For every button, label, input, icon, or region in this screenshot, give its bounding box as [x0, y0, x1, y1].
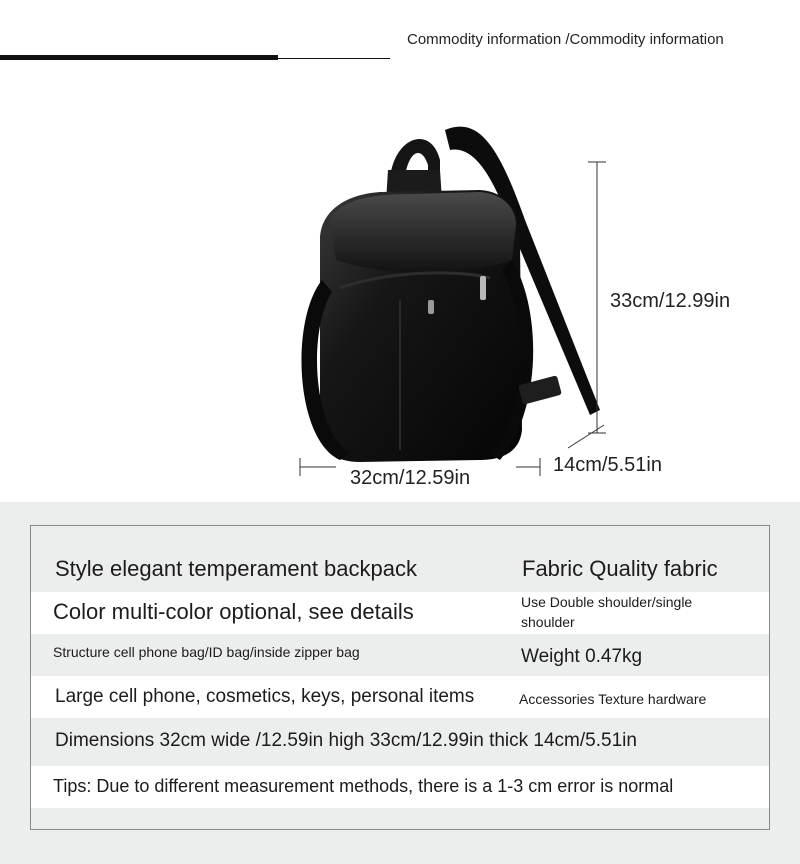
spec-row-capacity: [31, 676, 769, 718]
header-divider-thick: [0, 55, 278, 60]
height-dimension-label: 33cm/12.99in: [610, 290, 731, 312]
spec-use-line1: Use Double shoulder/single: [521, 594, 693, 610]
product-image-area: [0, 80, 800, 500]
header-divider-thin: [278, 58, 390, 59]
spec-row-structure: [31, 634, 769, 676]
spec-color: Color multi-color optional, see details: [53, 599, 414, 624]
spec-style: Style elegant temperament backpack: [55, 556, 417, 581]
spec-structure: Structure cell phone bag/ID bag/inside zipper bag: [53, 644, 360, 660]
spec-table: [30, 525, 770, 830]
width-dimension-label: 32cm/12.59in: [350, 467, 471, 489]
spec-fabric: Fabric Quality fabric: [522, 556, 718, 581]
depth-dimension-label: 14cm/5.51in: [553, 454, 662, 476]
spec-capacity: Large cell phone, cosmetics, keys, personal items: [55, 686, 475, 707]
spec-row-dimensions: [31, 722, 769, 762]
spec-weight: Weight 0.47kg: [521, 646, 643, 667]
spec-row-style: [31, 548, 769, 592]
spec-dimensions: Dimensions 32cm wide /12.59in high 33cm/12.99in thick 14cm/5.51in: [55, 730, 637, 751]
spec-row-color: [31, 592, 769, 634]
header-title: Commodity information /Commodity information: [407, 31, 724, 48]
header: [0, 0, 800, 80]
spec-row-tips: [31, 766, 769, 808]
spec-tips: Tips: Due to different measurement methods, there is a 1-3 cm error is normal: [53, 776, 674, 796]
spec-section: [0, 502, 800, 864]
spec-use-line2: shoulder: [521, 614, 575, 630]
spec-accessories: Accessories Texture hardware: [519, 691, 707, 707]
